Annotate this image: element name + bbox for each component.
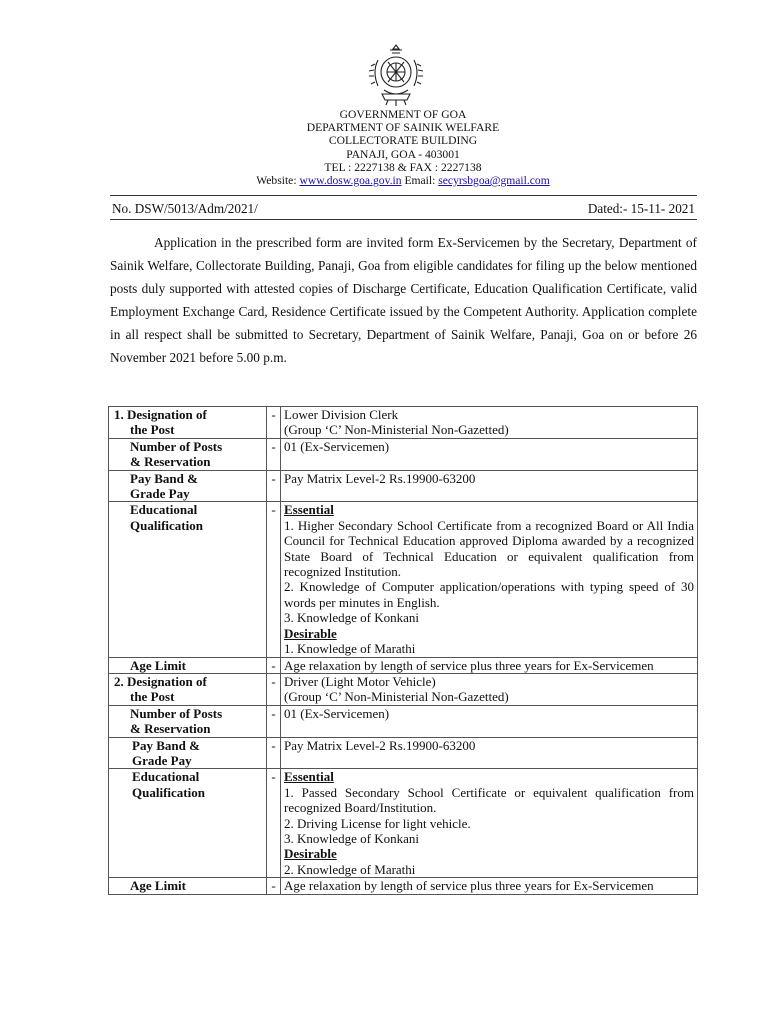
posts-table [108, 406, 698, 895]
table-row [109, 657, 698, 673]
age-limit-value: Age relaxation by length of service plus three years for Ex-Servicemen [281, 878, 698, 894]
pay-band-value: Pay Matrix Level-2 Rs.19900-63200 [281, 737, 698, 769]
divider-top [110, 195, 697, 196]
separator-dash: - [267, 705, 281, 737]
building-name: COLLECTORATE BUILDING [328, 134, 478, 148]
table-row [109, 737, 698, 769]
table-row [109, 878, 698, 894]
qualification-value [281, 769, 698, 878]
email-link[interactable]: secyrsbgoa@gmail.com [438, 174, 550, 188]
intro-paragraph: Application in the prescribed form are invited form Ex-Servicemen by the Secretary, Department of Sainik Welfare, Collectorate Building, Panaji, Goa from eligible candidates for filing up the below mentioned posts duly supported with attested copies of Discharge Certificate, Education Qualification Certificate, valid Employment Exchange Card, Residence Certificate issued by the Competent Authority. Application complete in all respect shall be submitted to Secretary, Department of Sainik Welfare, Panaji, Goa on or before 26 November 2021 before 5.00 p.m. [110, 235, 697, 365]
address: PANAJI, GOA - 403001 [346, 147, 460, 161]
age-limit-label: Age Limit [109, 878, 267, 894]
designation-value: Driver (Light Motor Vehicle) (Group ‘C’ Non-Ministerial Non-Gazetted) [281, 673, 698, 705]
number-of-posts-label: Number of Posts & Reservation [109, 438, 267, 470]
desirable-heading: Desirable [284, 846, 337, 862]
desirable-heading: Desirable [284, 625, 337, 641]
table-row [109, 502, 698, 657]
table-row [109, 470, 698, 502]
essential-item: 1. Passed Secondary School Certificate or equivalent qualification from recognized Board/Institution. [284, 784, 694, 816]
essential-item: 1. Higher Secondary School Certificate from a recognized Board or All India Council for Technical Education approved Diploma awarded by a recognized State Board of Technical Education or equivalent qualification from recognized Institution. [284, 517, 694, 580]
essential-heading: Essential [284, 769, 334, 785]
contact-line [0, 174, 770, 187]
table-row [109, 769, 698, 878]
age-limit-value: Age relaxation by length of service plus three years for Ex-Servicemen [281, 657, 698, 673]
table-row [109, 407, 698, 439]
reference-number: No. DSW/5013/Adm/2021/ [112, 201, 258, 216]
pay-band-label: Pay Band & Grade Pay [109, 470, 267, 502]
age-limit-label: Age Limit [109, 657, 267, 673]
number-of-posts-value: 01 (Ex-Servicemen) [281, 438, 698, 470]
pay-band-value: Pay Matrix Level-2 Rs.19900-63200 [281, 470, 698, 502]
table-row [109, 705, 698, 737]
essential-item: 2. Driving License for light vehicle. [284, 815, 471, 831]
separator-dash: - [267, 769, 281, 878]
qualification-value [281, 502, 698, 657]
separator-dash: - [267, 502, 281, 657]
qualification-label: Educational Qualification [109, 769, 267, 878]
separator-dash: - [267, 470, 281, 502]
separator-dash: - [267, 407, 281, 439]
pay-band-label: Pay Band & Grade Pay [109, 737, 267, 769]
table-row [109, 673, 698, 705]
designation-label: 2. Designation of the Post [109, 673, 267, 705]
designation-value: Lower Division Clerk (Group ‘C’ Non-Ministerial Non-Gazetted) [281, 407, 698, 439]
desirable-item: 1. Knowledge of Marathi [284, 641, 416, 657]
website-link[interactable]: www.dosw.goa.gov.in [299, 174, 402, 188]
letterhead [0, 108, 770, 187]
qualification-label: Educational Qualification [109, 502, 267, 657]
table-row [109, 438, 698, 470]
desirable-item: 2. Knowledge of Marathi [284, 861, 416, 877]
essential-item: 3. Knowledge of Konkani [284, 610, 420, 626]
department-name: DEPARTMENT OF SAINIK WELFARE [306, 121, 500, 135]
essential-heading: Essential [284, 502, 334, 518]
divider-bottom [110, 219, 697, 220]
separator-dash: - [267, 878, 281, 894]
government-name: GOVERNMENT OF GOA [339, 108, 467, 121]
separator-dash: - [267, 673, 281, 705]
government-emblem-icon [366, 42, 426, 108]
reference-line [112, 201, 695, 217]
designation-label: 1. Designation of the Post [109, 407, 267, 439]
separator-dash: - [267, 657, 281, 673]
number-of-posts-value: 01 (Ex-Servicemen) [281, 705, 698, 737]
separator-dash: - [267, 737, 281, 769]
number-of-posts-label: Number of Posts & Reservation [109, 705, 267, 737]
separator-dash: - [267, 438, 281, 470]
phone-fax: TEL : 2227138 & FAX : 2227138 [324, 160, 482, 174]
reference-date: Dated:- 15-11- 2021 [587, 201, 695, 216]
essential-item: 3. Knowledge of Konkani [284, 830, 420, 846]
email-label: Email: [404, 174, 436, 188]
essential-item: 2. Knowledge of Computer application/operations with typing speed of 30 words per minutes in English. [284, 579, 694, 610]
website-label: Website: [256, 174, 297, 188]
